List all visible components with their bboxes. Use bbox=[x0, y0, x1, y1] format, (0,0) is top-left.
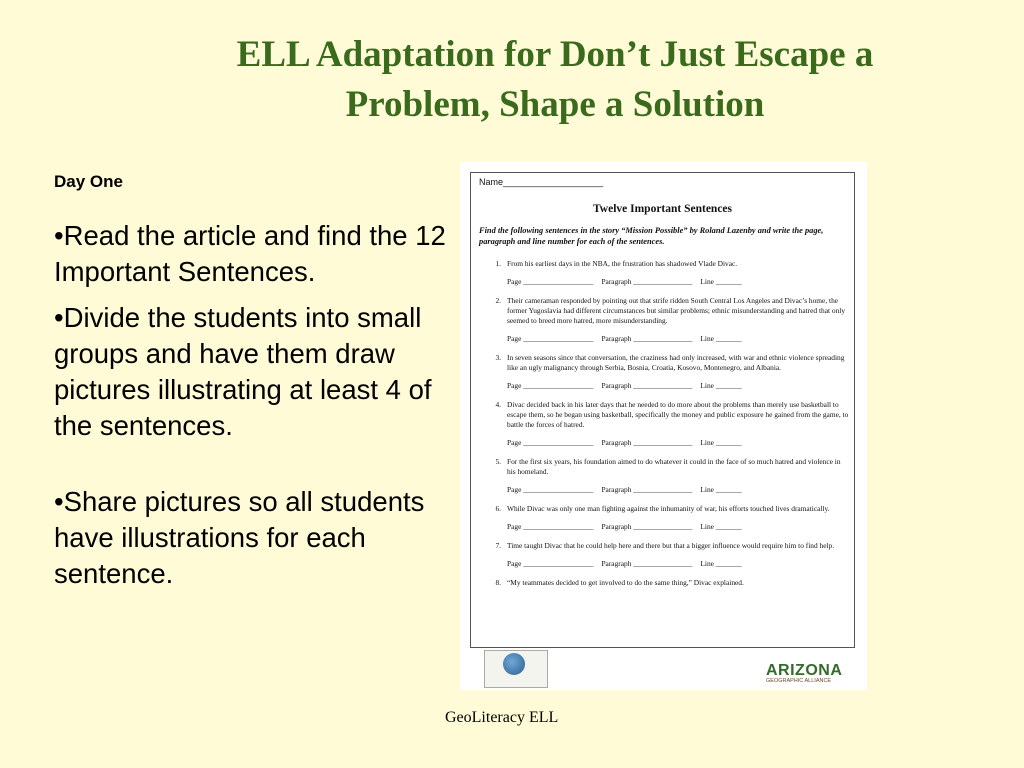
paragraph-label: Paragraph ________________ bbox=[601, 559, 693, 568]
page-paragraph-line-blanks bbox=[479, 381, 849, 391]
worksheet-item-number: 8. bbox=[495, 578, 501, 587]
paragraph-label: Paragraph ________________ bbox=[601, 522, 693, 531]
paragraph-label: Paragraph ________________ bbox=[601, 438, 693, 447]
worksheet-item bbox=[479, 578, 849, 588]
bullet-share-pictures: •Share pictures so all students have illustrations for each sentence. bbox=[54, 486, 425, 589]
worksheet-item-list bbox=[479, 259, 849, 588]
worksheet-item-text: Their cameraman responded by pointing out that strife ridden South Central Los Angeles and Divac’s home, the former Yugoslavia had different circumstances but similar problems; ethnic misunderstanding and hatred that only seemed to breed more hatred, more misunderstanding. bbox=[507, 296, 846, 325]
page-paragraph-line-blanks bbox=[479, 277, 849, 287]
arizona-geographic-alliance-logo bbox=[766, 662, 846, 688]
worksheet-item-number: 1. bbox=[495, 259, 501, 268]
worksheet-image bbox=[460, 162, 867, 690]
worksheet-item bbox=[479, 353, 849, 373]
worksheet-item-text: In seven seasons since that conversation, the craziness had only increased, with war and ethnic violence spreading like an ugly malignancy through Serbia, Bosnia, Croatia, Kosovo, Montenegro, and Albania. bbox=[507, 353, 845, 372]
worksheet-item bbox=[479, 296, 849, 326]
logo-arizona-text: ARIZONA bbox=[766, 662, 843, 679]
worksheet-item-number: 7. bbox=[495, 541, 501, 550]
worksheet-item-text: “My teammates decided to get involved to do the same thing,” Divac explained. bbox=[507, 578, 744, 587]
worksheet-item-text: Time taught Divac that he could help here and there but that a bigger influence would require him to find help. bbox=[507, 541, 835, 550]
geoliteracy-logo bbox=[484, 650, 548, 688]
page-label: Page ___________________ bbox=[507, 381, 594, 390]
worksheet-title: Twelve Important Sentences bbox=[592, 203, 733, 215]
bullet-divide-students: •Divide the students into small groups and have them draw pictures illustrating at least 4 of the sentences. bbox=[54, 302, 432, 441]
line-label: Line _______ bbox=[700, 438, 742, 447]
page-label: Page ___________________ bbox=[507, 438, 594, 447]
page-paragraph-line-blanks bbox=[479, 334, 849, 344]
worksheet-item-number: 2. bbox=[495, 296, 501, 305]
paragraph-label: Paragraph ________________ bbox=[601, 381, 693, 390]
page-paragraph-line-blanks bbox=[479, 522, 849, 532]
worksheet-item-number: 6. bbox=[495, 504, 501, 513]
footer-label: GeoLiteracy ELL bbox=[445, 709, 559, 726]
globe-icon bbox=[503, 653, 525, 675]
page-paragraph-line-blanks bbox=[479, 559, 849, 569]
bullet-read-article: •Read the article and find the 12 Important Sentences. bbox=[54, 220, 446, 287]
paragraph-label: Paragraph ________________ bbox=[601, 334, 693, 343]
worksheet-item-text: For the first six years, his foundation aimed to do whatever it could in the face of so much hatred and violence in his homeland. bbox=[507, 457, 841, 476]
page-label: Page ___________________ bbox=[507, 559, 594, 568]
line-label: Line _______ bbox=[700, 334, 742, 343]
page-label: Page ___________________ bbox=[507, 522, 594, 531]
line-label: Line _______ bbox=[700, 277, 742, 286]
page-label: Page ___________________ bbox=[507, 485, 594, 494]
page-label: Page ___________________ bbox=[507, 277, 594, 286]
day-label: Day One bbox=[54, 172, 123, 191]
page-paragraph-line-blanks bbox=[479, 438, 849, 448]
worksheet-name-line: Name____________________ bbox=[479, 177, 604, 187]
worksheet-item bbox=[479, 259, 849, 269]
worksheet-item-number: 5. bbox=[495, 457, 501, 466]
page-label: Page ___________________ bbox=[507, 334, 594, 343]
line-label: Line _______ bbox=[700, 381, 742, 390]
worksheet-frame bbox=[470, 172, 855, 648]
title-line-1: ELL Adaptation for Don’t Just Escape a bbox=[236, 34, 874, 75]
worksheet-item bbox=[479, 504, 849, 514]
worksheet-item-text: Divac decided back in his later days that he needed to do more about the problems than merely use basketball to escape them, so he began using basketball, specifically the money and public exposure he gained from the game, to battle the forces of hatred. bbox=[507, 400, 849, 429]
line-label: Line _______ bbox=[700, 485, 742, 494]
worksheet-instructions: Find the following sentences in the story “Mission Possible” by Roland Lazenby and write the page, paragraph and line number for each of the sentences. bbox=[479, 226, 824, 246]
page-paragraph-line-blanks bbox=[479, 485, 849, 495]
worksheet-item bbox=[479, 400, 849, 430]
worksheet-item bbox=[479, 541, 849, 551]
logo-alliance-text: GEOGRAPHIC ALLIANCE bbox=[766, 678, 832, 684]
bullet-list bbox=[54, 218, 454, 592]
worksheet-item-number: 3. bbox=[495, 353, 501, 362]
worksheet-item bbox=[479, 457, 849, 477]
paragraph-label: Paragraph ________________ bbox=[601, 277, 693, 286]
worksheet-item-number: 4. bbox=[495, 400, 501, 409]
line-label: Line _______ bbox=[700, 522, 742, 531]
title-line-2: Problem, Shape a Solution bbox=[345, 84, 765, 125]
worksheet-item-text: While Divac was only one man fighting against the inhumanity of war, his efforts touched lives dramatically. bbox=[507, 504, 830, 513]
line-label: Line _______ bbox=[700, 559, 742, 568]
paragraph-label: Paragraph ________________ bbox=[601, 485, 693, 494]
worksheet-item-text: From his earliest days in the NBA, the frustration has shadowed Vlade Divac. bbox=[507, 259, 738, 268]
slide-title bbox=[150, 30, 960, 130]
